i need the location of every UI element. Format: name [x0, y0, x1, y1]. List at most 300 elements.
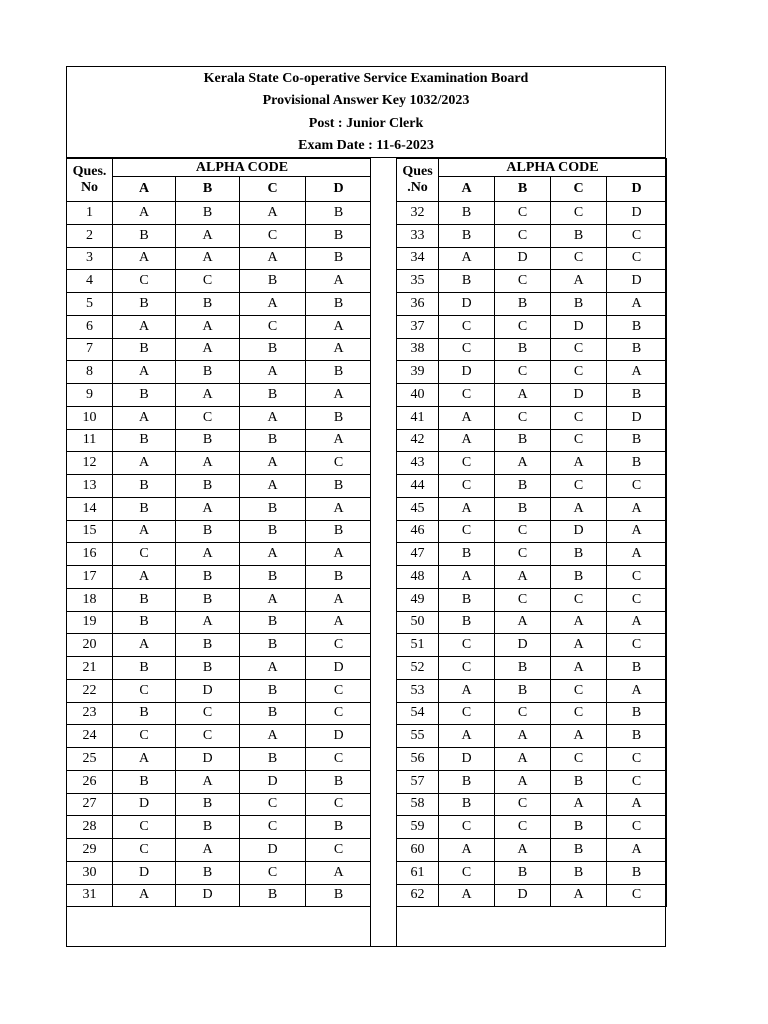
answer-cell: A — [607, 497, 667, 520]
answer-cell: B — [240, 497, 306, 520]
answer-cell: B — [113, 770, 176, 793]
answer-cell: D — [306, 657, 372, 680]
answer-cell: C — [495, 270, 551, 293]
answer-cell: B — [306, 475, 372, 498]
question-number: 40 — [397, 384, 439, 407]
answer-cell: A — [495, 384, 551, 407]
answer-cell: A — [551, 793, 607, 816]
answer-cell: A — [240, 406, 306, 429]
answer-cell: A — [551, 497, 607, 520]
answer-cell: B — [551, 861, 607, 884]
answer-cell: B — [306, 247, 372, 270]
answer-cell: B — [439, 770, 495, 793]
answer-cell: A — [306, 543, 372, 566]
answer-cell: A — [607, 839, 667, 862]
answer-cell: A — [495, 725, 551, 748]
answer-cell: B — [607, 861, 667, 884]
table-row — [67, 293, 372, 316]
answer-cell: C — [495, 224, 551, 247]
question-number: 41 — [397, 406, 439, 429]
answer-cell: C — [495, 543, 551, 566]
question-number: 7 — [67, 338, 113, 361]
answer-cell: B — [495, 429, 551, 452]
code-header: A — [113, 177, 176, 202]
question-number: 49 — [397, 588, 439, 611]
table-row — [397, 452, 667, 475]
answer-cell: D — [495, 884, 551, 907]
answer-cell: A — [607, 611, 667, 634]
answer-cell: C — [113, 839, 176, 862]
question-number: 27 — [67, 793, 113, 816]
question-number: 56 — [397, 748, 439, 771]
answer-cell: C — [495, 202, 551, 225]
question-number: 55 — [397, 725, 439, 748]
answer-cell: C — [495, 588, 551, 611]
question-number: 34 — [397, 247, 439, 270]
answer-cell: D — [439, 748, 495, 771]
answer-cell: C — [495, 816, 551, 839]
answer-cell: D — [439, 293, 495, 316]
table-row — [67, 657, 372, 680]
answer-cell: B — [495, 475, 551, 498]
document-header — [67, 67, 665, 158]
answer-cell: C — [439, 816, 495, 839]
table-row — [397, 611, 667, 634]
question-number: 44 — [397, 475, 439, 498]
question-number: 3 — [67, 247, 113, 270]
answer-cell: B — [306, 406, 372, 429]
table-row — [397, 315, 667, 338]
answer-cell: C — [551, 429, 607, 452]
answer-cell: B — [240, 520, 306, 543]
table-row — [67, 452, 372, 475]
table-row — [67, 725, 372, 748]
question-number: 18 — [67, 588, 113, 611]
table-row — [67, 475, 372, 498]
answer-cell: B — [176, 202, 240, 225]
answer-cell: C — [306, 679, 372, 702]
answer-cell: A — [113, 406, 176, 429]
answer-cell: A — [495, 566, 551, 589]
answer-cell: B — [607, 315, 667, 338]
answer-cell: C — [439, 657, 495, 680]
answer-cell: A — [306, 429, 372, 452]
answer-cell: A — [607, 293, 667, 316]
question-number: 60 — [397, 839, 439, 862]
answer-cell: B — [113, 702, 176, 725]
question-number-header: Ques. No — [67, 159, 113, 202]
answer-cell: B — [240, 634, 306, 657]
answer-cell: B — [240, 702, 306, 725]
answer-cell: A — [439, 725, 495, 748]
answer-cell: C — [113, 725, 176, 748]
question-number: 14 — [67, 497, 113, 520]
table-row — [397, 384, 667, 407]
answer-cell: D — [306, 725, 372, 748]
answer-key-title: Provisional Answer Key 1032/2023 — [262, 93, 470, 108]
table-row — [67, 406, 372, 429]
answer-cell: B — [113, 224, 176, 247]
alpha-code-header: ALPHA CODE — [113, 159, 372, 177]
answer-cell: C — [176, 406, 240, 429]
question-number: 31 — [67, 884, 113, 907]
question-number: 45 — [397, 497, 439, 520]
answer-cell: B — [176, 657, 240, 680]
question-number: 38 — [397, 338, 439, 361]
table-row — [397, 406, 667, 429]
answer-cell: C — [240, 224, 306, 247]
answer-cell: A — [439, 247, 495, 270]
answer-cell: A — [551, 657, 607, 680]
question-number: 26 — [67, 770, 113, 793]
answer-cell: C — [495, 315, 551, 338]
answer-cell: A — [439, 679, 495, 702]
answer-cell: D — [551, 384, 607, 407]
answer-cell: A — [176, 611, 240, 634]
answer-cell: C — [607, 884, 667, 907]
answer-cell: C — [439, 861, 495, 884]
answer-cell: A — [176, 770, 240, 793]
answer-cell: B — [176, 588, 240, 611]
question-number: 29 — [67, 839, 113, 862]
answer-cell: B — [607, 452, 667, 475]
answer-cell: C — [551, 475, 607, 498]
question-number: 10 — [67, 406, 113, 429]
answer-cell: B — [306, 770, 372, 793]
answer-cell: C — [551, 679, 607, 702]
table-row — [397, 224, 667, 247]
answer-cell: A — [607, 361, 667, 384]
answer-cell: C — [551, 247, 607, 270]
answer-cell: B — [306, 884, 372, 907]
answer-cell: B — [113, 338, 176, 361]
answer-cell: D — [240, 839, 306, 862]
answer-cell: D — [551, 315, 607, 338]
answer-cell: C — [607, 634, 667, 657]
question-number: 4 — [67, 270, 113, 293]
answer-cell: A — [176, 315, 240, 338]
answer-cell: B — [113, 611, 176, 634]
table-row — [67, 588, 372, 611]
answer-cell: A — [439, 497, 495, 520]
table-row — [397, 566, 667, 589]
answer-cell: C — [306, 702, 372, 725]
answer-cell: A — [551, 884, 607, 907]
answer-cell: B — [439, 202, 495, 225]
table-row — [67, 634, 372, 657]
answer-cell: B — [176, 634, 240, 657]
post-title: Post : Junior Clerk — [308, 116, 424, 131]
question-number: 8 — [67, 361, 113, 384]
question-number: 62 — [397, 884, 439, 907]
answer-cell: D — [176, 748, 240, 771]
question-number: 36 — [397, 293, 439, 316]
answer-cell: B — [495, 338, 551, 361]
table-row — [67, 770, 372, 793]
answer-cell: B — [240, 884, 306, 907]
board-title: Kerala State Co-operative Service Examination Board — [203, 71, 529, 86]
answer-cell: C — [495, 406, 551, 429]
answer-cell: A — [551, 611, 607, 634]
question-number: 57 — [397, 770, 439, 793]
answer-cell: C — [495, 793, 551, 816]
answer-cell: C — [607, 566, 667, 589]
answer-cell: B — [607, 338, 667, 361]
answer-cell: A — [306, 588, 372, 611]
answer-cell: C — [113, 816, 176, 839]
code-header: A — [439, 177, 495, 202]
alpha-code-header: ALPHA CODE — [439, 159, 667, 177]
answer-cell: C — [240, 793, 306, 816]
code-header: B — [176, 177, 240, 202]
answer-cell: D — [551, 520, 607, 543]
answer-table-right — [396, 158, 667, 907]
answer-cell: B — [240, 338, 306, 361]
code-header: D — [306, 177, 372, 202]
answer-cell: C — [495, 361, 551, 384]
table-row — [397, 884, 667, 907]
answer-cell: B — [439, 224, 495, 247]
table-row — [397, 725, 667, 748]
answer-cell: B — [176, 520, 240, 543]
answer-cell: B — [551, 293, 607, 316]
table-row — [67, 315, 372, 338]
answer-cell: A — [306, 270, 372, 293]
answer-cell: A — [306, 611, 372, 634]
answer-cell: B — [306, 293, 372, 316]
question-number: 47 — [397, 543, 439, 566]
answer-cell: C — [551, 702, 607, 725]
table-row — [67, 679, 372, 702]
answer-cell: C — [176, 702, 240, 725]
question-number: 28 — [67, 816, 113, 839]
answer-cell: A — [240, 202, 306, 225]
answer-cell: A — [551, 270, 607, 293]
question-number: 48 — [397, 566, 439, 589]
answer-cell: B — [607, 429, 667, 452]
answer-cell: B — [240, 270, 306, 293]
answer-cell: C — [439, 475, 495, 498]
answer-cell: B — [306, 224, 372, 247]
question-number: 46 — [397, 520, 439, 543]
answer-cell: C — [439, 338, 495, 361]
answer-cell: A — [176, 497, 240, 520]
table-row — [67, 270, 372, 293]
answer-cell: B — [551, 816, 607, 839]
answer-cell: B — [240, 566, 306, 589]
answer-cell: C — [113, 270, 176, 293]
answer-cell: A — [439, 884, 495, 907]
answer-cell: C — [439, 520, 495, 543]
answer-cell: B — [439, 588, 495, 611]
table-row — [397, 861, 667, 884]
answer-cell: C — [306, 839, 372, 862]
answer-cell: C — [551, 406, 607, 429]
answer-cell: A — [240, 543, 306, 566]
answer-cell: B — [551, 839, 607, 862]
answer-cell: D — [240, 770, 306, 793]
answer-cell: B — [113, 657, 176, 680]
answer-cell: C — [607, 475, 667, 498]
answer-cell: B — [113, 475, 176, 498]
answer-cell: B — [176, 429, 240, 452]
answer-cell: B — [240, 611, 306, 634]
answer-cell: B — [176, 293, 240, 316]
answer-cell: B — [551, 770, 607, 793]
answer-cell: A — [607, 793, 667, 816]
question-number: 6 — [67, 315, 113, 338]
answer-cell: D — [113, 861, 176, 884]
question-number: 35 — [397, 270, 439, 293]
answer-cell: A — [240, 361, 306, 384]
answer-cell: A — [113, 520, 176, 543]
question-number: 23 — [67, 702, 113, 725]
table-row — [397, 429, 667, 452]
answer-cell: D — [439, 361, 495, 384]
question-number: 15 — [67, 520, 113, 543]
answer-cell: B — [439, 270, 495, 293]
table-row — [397, 748, 667, 771]
answer-cell: A — [240, 657, 306, 680]
answer-cell: A — [495, 748, 551, 771]
answer-cell: D — [607, 406, 667, 429]
question-number: 42 — [397, 429, 439, 452]
table-row — [397, 839, 667, 862]
answer-cell: B — [495, 497, 551, 520]
answer-cell: A — [113, 247, 176, 270]
answer-cell: A — [113, 566, 176, 589]
answer-cell: B — [113, 429, 176, 452]
table-row — [67, 224, 372, 247]
table-row — [397, 770, 667, 793]
question-number: 52 — [397, 657, 439, 680]
table-row — [397, 634, 667, 657]
answer-cell: A — [495, 611, 551, 634]
question-number: 21 — [67, 657, 113, 680]
answer-cell: A — [176, 338, 240, 361]
question-number: 43 — [397, 452, 439, 475]
answer-cell: C — [176, 725, 240, 748]
table-row — [67, 384, 372, 407]
table-row — [397, 475, 667, 498]
answer-cell: D — [607, 202, 667, 225]
answer-cell: C — [439, 702, 495, 725]
answer-cell: B — [495, 861, 551, 884]
table-row — [67, 520, 372, 543]
table-row — [67, 543, 372, 566]
table-row — [397, 657, 667, 680]
answer-cell: D — [607, 270, 667, 293]
answer-cell: A — [113, 634, 176, 657]
table-row — [397, 702, 667, 725]
question-number: 58 — [397, 793, 439, 816]
answer-cell: D — [113, 793, 176, 816]
answer-cell: C — [306, 452, 372, 475]
answer-cell: B — [495, 657, 551, 680]
answer-cell: C — [240, 816, 306, 839]
answer-cell: A — [306, 497, 372, 520]
answer-cell: C — [551, 748, 607, 771]
answer-cell: B — [607, 657, 667, 680]
table-row — [397, 202, 667, 225]
answer-cell: C — [495, 520, 551, 543]
answer-cell: B — [551, 224, 607, 247]
table-row — [67, 247, 372, 270]
answer-cell: B — [240, 748, 306, 771]
answer-cell: A — [240, 293, 306, 316]
table-row — [67, 361, 372, 384]
question-number: 39 — [397, 361, 439, 384]
answer-cell: A — [113, 748, 176, 771]
answer-cell: B — [176, 816, 240, 839]
table-row — [397, 293, 667, 316]
answer-cell: B — [176, 566, 240, 589]
answer-cell: A — [113, 361, 176, 384]
answer-cell: C — [240, 861, 306, 884]
answer-cell: A — [306, 861, 372, 884]
answer-cell: A — [176, 384, 240, 407]
answer-cell: B — [306, 566, 372, 589]
table-row — [397, 247, 667, 270]
table-row — [67, 566, 372, 589]
answer-cell: B — [607, 725, 667, 748]
answer-cell: C — [551, 588, 607, 611]
answer-cell: B — [439, 611, 495, 634]
answer-cell: C — [607, 770, 667, 793]
answer-cell: A — [306, 315, 372, 338]
code-header: B — [495, 177, 551, 202]
answer-cell: C — [551, 361, 607, 384]
answer-cell: A — [176, 839, 240, 862]
answer-cell: A — [607, 520, 667, 543]
answer-cell: C — [607, 816, 667, 839]
answer-cell: B — [306, 816, 372, 839]
answer-cell: A — [439, 406, 495, 429]
code-header: C — [240, 177, 306, 202]
question-number: 19 — [67, 611, 113, 634]
answer-cell: A — [551, 725, 607, 748]
code-header: D — [607, 177, 667, 202]
answer-cell: C — [439, 634, 495, 657]
table-row — [67, 884, 372, 907]
question-number: 2 — [67, 224, 113, 247]
answer-cell: A — [176, 224, 240, 247]
table-row — [67, 611, 372, 634]
answer-cell: C — [607, 588, 667, 611]
answer-cell: C — [306, 634, 372, 657]
answer-cell: A — [113, 452, 176, 475]
answer-cell: A — [176, 452, 240, 475]
table-row — [397, 679, 667, 702]
question-number: 25 — [67, 748, 113, 771]
answer-key-sheet — [66, 66, 666, 947]
question-number: 32 — [397, 202, 439, 225]
answer-cell: B — [176, 861, 240, 884]
question-number: 20 — [67, 634, 113, 657]
question-number: 12 — [67, 452, 113, 475]
table-row — [397, 338, 667, 361]
answer-cell: A — [240, 588, 306, 611]
question-number: 33 — [397, 224, 439, 247]
answer-cell: B — [113, 293, 176, 316]
answer-cell: D — [176, 884, 240, 907]
answer-cell: A — [439, 429, 495, 452]
answer-cell: C — [113, 679, 176, 702]
answer-cell: C — [113, 543, 176, 566]
answer-cell: B — [306, 520, 372, 543]
answer-cell: A — [176, 247, 240, 270]
answer-cell: A — [240, 725, 306, 748]
